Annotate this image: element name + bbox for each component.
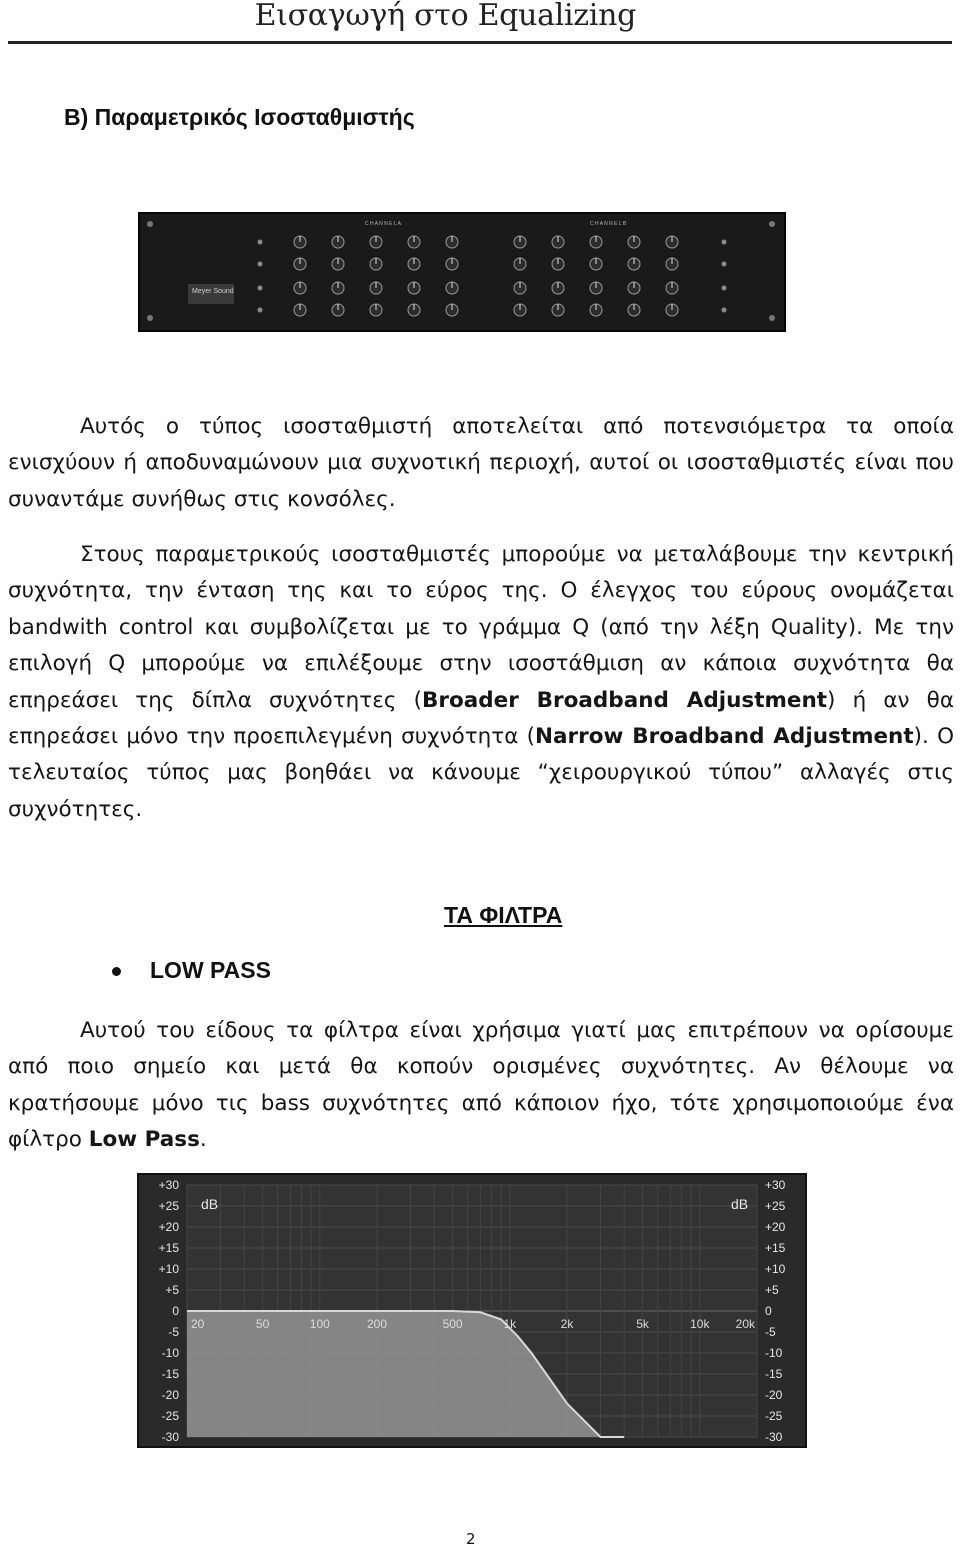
- rack-brand: Meyer Sound: [192, 288, 234, 295]
- chart-xtick-1: 50: [255, 1317, 270, 1331]
- chart-ytick-right-7: -5: [765, 1325, 776, 1339]
- chart-ytick-left-6: 0: [172, 1304, 179, 1318]
- rack-led-1: [258, 262, 263, 267]
- parametric-equalizer-image: [138, 212, 786, 332]
- chart-xtick-9: 20k: [735, 1317, 755, 1331]
- narrow-adjustment-term: Narrow Broadband Adjustment: [535, 724, 914, 750]
- rack-led-5: [722, 262, 727, 267]
- low-pass-term: Low Pass: [88, 1127, 200, 1153]
- paragraph-low-pass-part-a: Αυτού του είδους τα φίλτρα είναι χρήσιμα γιατί μας επιτρέπουν να ορίσουμε από ποιο σημείο και μετά θα κοπούν ορισμένες συχνότητες. Αν θέλουμε να κρατήσουμε μόνο τις bass συχνότητες από κάποιον ήχο, τότε χρησιμοποιούμε ένα φίλτρο: [8, 1018, 954, 1153]
- rack-channel-a: C H A N N E L A: [365, 221, 401, 227]
- chart-ytick-left-10: -20: [161, 1388, 179, 1402]
- paragraph-parametric-text: [8, 537, 954, 828]
- rack-screw-2: [147, 315, 153, 321]
- chart-xtick-5: 1k: [503, 1317, 517, 1331]
- filters-title: ΤΑ ΦΙΛΤΡΑ: [444, 902, 563, 928]
- paragraph-parametric-part-d: ). Ο τελευταίος τύπος μας βοηθάει να κάνουμε “χειρουργικού τύπου” αλλαγές στις συχνότητες.: [8, 724, 954, 822]
- chart-ytick-right-9: -15: [765, 1367, 783, 1381]
- chart-xtick-6: 2k: [560, 1317, 574, 1331]
- chart-xtick-4: 500: [442, 1317, 463, 1331]
- rack-led-7: [722, 308, 727, 313]
- chart-ytick-right-1: +25: [765, 1199, 786, 1213]
- paragraph-intro: [8, 409, 954, 518]
- chart-ytick-right-12: -30: [765, 1430, 783, 1444]
- rack-led-6: [722, 286, 727, 291]
- broader-adjustment-term: Broader Broadband Adjustment: [422, 687, 828, 713]
- chart-xtick-3: 200: [366, 1317, 388, 1331]
- low-pass-chart: [137, 1173, 807, 1448]
- chart-ytick-right-2: +20: [765, 1220, 786, 1234]
- rack-screw-0: [147, 221, 153, 227]
- chart-ytick-right-3: +15: [765, 1241, 786, 1255]
- chart-ytick-right-0: +30: [765, 1178, 786, 1192]
- chart-ytick-left-9: -15: [161, 1367, 179, 1381]
- chart-ytick-right-4: +10: [765, 1262, 786, 1276]
- chart-ytick-left-4: +10: [158, 1262, 179, 1276]
- paragraph-low-pass: [8, 1013, 954, 1159]
- low-pass-label: LOW PASS: [150, 957, 271, 983]
- rack-led-0: [258, 240, 263, 245]
- paragraph-low-pass-text: [8, 1013, 954, 1159]
- header-title: Εισαγωγή στο Equalizing: [254, 0, 636, 33]
- bullet-dot-icon: [112, 967, 121, 976]
- chart-ytick-left-11: -25: [161, 1409, 179, 1423]
- rack-screw-1: [769, 221, 775, 227]
- chart-ytick-right-5: +5: [765, 1283, 779, 1297]
- equalizer-rack-drawing: [140, 214, 784, 330]
- chart-xtick-2: 100: [309, 1317, 330, 1331]
- paragraph-parametric-part-c: ) ή αν θα επηρεάσει μόνο την προεπιλεγμένη συχνότητα (: [8, 687, 955, 750]
- chart-ytick-left-0: +30: [158, 1178, 179, 1192]
- rack-led-3: [258, 308, 263, 313]
- header-rule: [8, 41, 952, 44]
- chart-ytick-right-10: -20: [765, 1388, 783, 1402]
- chart-xtick-7: 5k: [636, 1317, 649, 1331]
- page-number: 2: [466, 1530, 476, 1548]
- chart-ytick-left-2: +20: [158, 1220, 179, 1234]
- chart-ytick-left-3: +15: [158, 1241, 179, 1255]
- chart-xtick-0: 20: [191, 1317, 205, 1331]
- chart-ytick-left-1: +25: [158, 1199, 179, 1213]
- paragraph-parametric: [8, 537, 954, 828]
- paragraph-low-pass-part-c: .: [199, 1127, 207, 1153]
- chart-ylabel-left: dB: [201, 1196, 219, 1212]
- chart-ytick-right-8: -10: [765, 1346, 783, 1360]
- chart-ytick-left-5: +5: [165, 1283, 179, 1297]
- paragraph-parametric-part-a: Στους παραμετρικούς ισοσταθμιστές μπορούμε να μεταλάβουμε την κεντρική συχνότητα, την ένταση της και το εύρος της. Ο έλεγχος του εύρους ονομάζεται bandwith control και συμβολίζεται με το γράμμα Q (από την λέξη Quality). Με την επιλογή Q μπορούμε να επιλέξουμε στην ισοστάθμιση αν κάποια συχνότητα θα επηρεάσει της δίπλα συχνότητες (: [8, 542, 954, 713]
- chart-ytick-left-7: -5: [168, 1325, 179, 1339]
- low-pass-chart-svg: [139, 1175, 805, 1446]
- chart-ytick-right-11: -25: [765, 1409, 783, 1423]
- chart-ytick-right-6: 0: [765, 1304, 772, 1318]
- page-header: [0, 0, 960, 44]
- paragraph-intro-text: Αυτός ο τύπος ισοσταθμιστή αποτελείται από ποτενσιόμετρα τα οποία ενισχύουν ή αποδυναμώνουν μια συχνοτική περιοχή, αυτοί οι ισοσταθμιστές είναι που συναντάμε συνήθως στις κονσόλες.: [8, 414, 954, 512]
- chart-ytick-left-12: -30: [161, 1430, 179, 1444]
- chart-ylabel-right: dB: [731, 1196, 749, 1212]
- chart-ytick-left-8: -10: [161, 1346, 179, 1360]
- section-heading: B) Παραμετρικός Ισοσταθμιστής: [64, 104, 415, 130]
- rack-channel-b: C H A N N E L B: [590, 221, 627, 227]
- chart-xtick-8: 10k: [690, 1317, 710, 1331]
- rack-screw-3: [769, 315, 775, 321]
- rack-led-4: [722, 240, 727, 245]
- rack-led-2: [258, 286, 263, 291]
